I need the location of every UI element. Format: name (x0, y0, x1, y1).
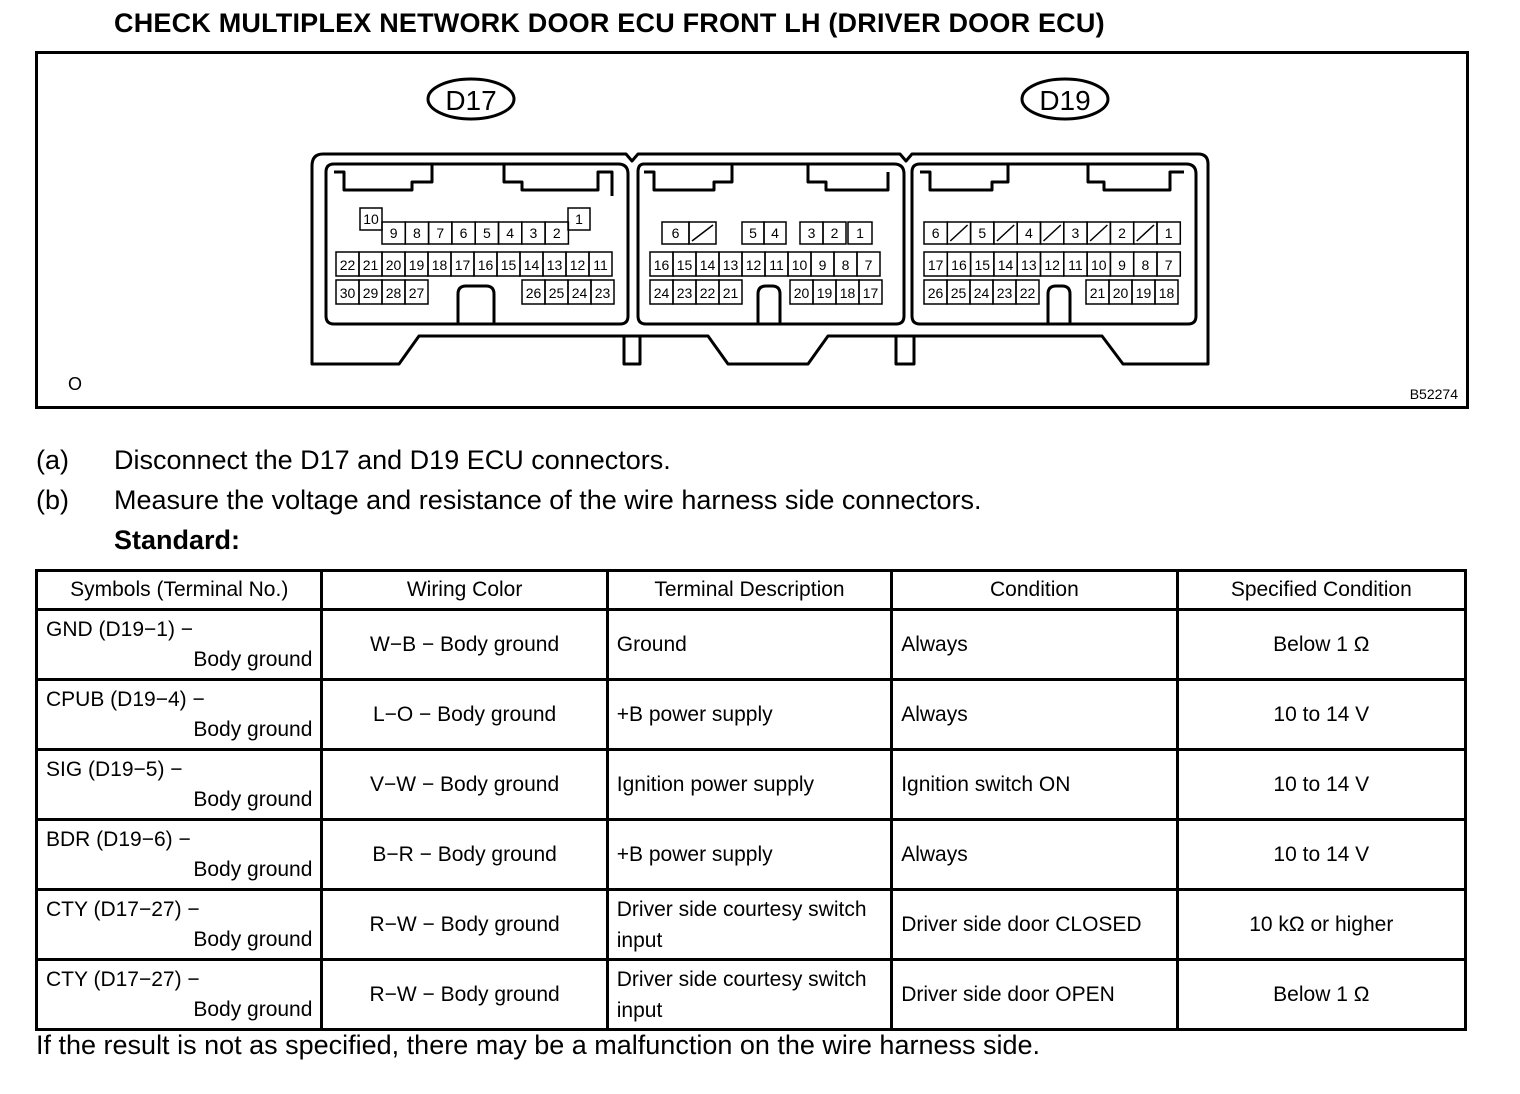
pin-number: 12 (569, 257, 586, 273)
d17-key-notch (458, 286, 494, 324)
pin-number: 6 (459, 225, 468, 241)
cell-condition: Ignition switch ON (892, 750, 1177, 820)
page-title: CHECK MULTIPLEX NETWORK DOOR ECU FRONT LH (DRIVER DOOR ECU) (114, 8, 1105, 38)
pin-number: 12 (745, 257, 762, 273)
pin-number: 22 (339, 257, 356, 273)
table-row (37, 960, 1466, 1030)
d17-latch-profile (334, 164, 612, 196)
symbol-terminal: CPUB (D19−4) − (46, 687, 205, 711)
cell-condition: Always (892, 680, 1177, 750)
pin-number: 23 (996, 285, 1013, 301)
pin-number: 6 (931, 225, 940, 241)
empty-pin-slash (1044, 225, 1061, 241)
header-wiring-color: Wiring Color (322, 571, 607, 610)
pin-number: 4 (771, 225, 779, 241)
cell-wiring-color: W−B − Body ground (322, 610, 607, 680)
pin-number: 28 (385, 285, 402, 301)
pin-number: 2 (1118, 225, 1126, 241)
symbol-terminal: CTY (D17−27) − (46, 897, 200, 921)
pin-number: 19 (1135, 285, 1152, 301)
pin-number: 18 (1158, 285, 1175, 301)
symbol-terminal: GND (D19−1) − (46, 617, 194, 641)
pin-number: 17 (862, 285, 879, 301)
symbol-terminal: BDR (D19−6) − (46, 827, 191, 851)
symbol-ground: Body ground (193, 927, 313, 951)
specification-table (35, 569, 1467, 1031)
pin-number: 30 (339, 285, 356, 301)
symbol-terminal: SIG (D19−5) − (46, 757, 183, 781)
pin-number: 11 (593, 257, 608, 273)
pin-number: 7 (436, 225, 445, 241)
d17-label: D17 (445, 85, 497, 116)
pin-number: 8 (841, 257, 850, 273)
figure-code: B52274 (1409, 386, 1458, 402)
right-lock-tab (896, 336, 914, 364)
pin-number: 17 (454, 257, 471, 273)
step-label: (b) (36, 485, 69, 515)
pin-number: 12 (1044, 257, 1060, 273)
pin-number: 14 (997, 257, 1014, 273)
pin-number: 19 (408, 257, 425, 273)
step-text: Measure the voltage and resistance of the wire harness side connectors. (114, 485, 982, 515)
pin-number: 14 (699, 257, 716, 273)
empty-pin-slash (1137, 225, 1154, 241)
cell-symbol (37, 680, 322, 750)
pin-number: 11 (1068, 257, 1083, 273)
cell-specified-condition: 10 to 14 V (1177, 820, 1465, 890)
pin-number: 2 (552, 225, 561, 241)
pin-number: 20 (385, 257, 402, 273)
pin-number: 17 (927, 257, 944, 273)
cell-terminal-description: Driver side courtesy switch input (607, 960, 891, 1030)
pin-number: 24 (571, 285, 588, 301)
pin-number: 21 (362, 257, 379, 273)
empty-pin-slash (997, 225, 1014, 241)
mid-latch-profile (644, 164, 888, 190)
pin-number: 25 (950, 285, 967, 301)
cell-specified-condition: Below 1 Ω (1177, 610, 1465, 680)
pin-number: 14 (523, 257, 540, 273)
d19-label: D19 (1039, 85, 1091, 116)
step-label: (a) (36, 445, 69, 475)
pin-number: 10 (1090, 257, 1107, 273)
pin-number: 13 (1021, 257, 1037, 273)
pin-number: 16 (653, 257, 670, 273)
pin-number: 1 (856, 225, 864, 241)
pin-number: 9 (818, 257, 827, 273)
pin-number: 20 (1112, 285, 1129, 301)
cell-symbol (37, 750, 322, 820)
pin-number: 22 (1019, 285, 1036, 301)
cell-symbol (37, 610, 322, 680)
pin-number: 8 (413, 225, 421, 241)
pin-number: 23 (676, 285, 693, 301)
step-text: Disconnect the D17 and D19 ECU connectors. (114, 445, 671, 475)
cell-specified-condition: 10 to 14 V (1177, 750, 1465, 820)
pin-number: 18 (431, 257, 448, 273)
cell-condition: Always (892, 820, 1177, 890)
table-row (37, 680, 1466, 750)
pin-number: 24 (973, 285, 990, 301)
pin-number: 10 (363, 211, 379, 227)
cell-terminal-description: Ground (607, 610, 891, 680)
symbol-ground: Body ground (193, 717, 313, 741)
pin-number: 13 (722, 257, 739, 273)
cell-wiring-color: B−R − Body ground (322, 820, 607, 890)
cell-specified-condition: Below 1 Ω (1177, 960, 1465, 1030)
pin-number: 15 (676, 257, 693, 273)
d19-latch-profile (920, 164, 1184, 190)
table-row (37, 890, 1466, 960)
symbol-ground: Body ground (193, 647, 313, 671)
header-specified-condition: Specified Condition (1177, 571, 1465, 610)
corner-mark: O (68, 374, 83, 394)
d19-key-notch (1048, 286, 1070, 324)
pin-number: 19 (816, 285, 833, 301)
pin-number: 6 (671, 225, 680, 241)
pin-number: 25 (548, 285, 565, 301)
pin-number: 4 (1024, 225, 1033, 241)
cell-condition: Driver side door OPEN (892, 960, 1177, 1030)
empty-pin-slash (692, 225, 713, 241)
pin-number: 3 (1071, 225, 1080, 241)
pin-number: 20 (793, 285, 810, 301)
left-lock-tab (624, 336, 640, 364)
pin-number: 27 (408, 285, 425, 301)
cell-specified-condition: 10 to 14 V (1177, 680, 1465, 750)
pin-number: 7 (864, 257, 873, 273)
table-row (37, 750, 1466, 820)
table-row (37, 610, 1466, 680)
pin-number: 15 (974, 257, 991, 273)
cell-symbol (37, 890, 322, 960)
pin-number: 8 (1141, 257, 1150, 273)
pin-number: 13 (546, 257, 563, 273)
pin-number: 26 (927, 285, 944, 301)
pin-number: 9 (389, 225, 398, 241)
symbol-ground: Body ground (193, 857, 313, 881)
pin-number: 29 (362, 285, 379, 301)
cell-specified-condition: 10 kΩ or higher (1177, 890, 1465, 960)
cell-condition: Driver side door CLOSED (892, 890, 1177, 960)
connector-diagram (38, 54, 1466, 406)
pin-number: 1 (575, 211, 583, 227)
cell-condition: Always (892, 610, 1177, 680)
table-header-row (37, 571, 1466, 610)
footer-note: If the result is not as specified, there may be a malfunction on the wire harness side. (36, 1030, 1041, 1060)
pin-number: 5 (749, 225, 757, 241)
pin-number: 4 (506, 225, 515, 241)
pin-number: 5 (978, 225, 987, 241)
pin-number: 11 (769, 257, 784, 273)
pin-number: 3 (807, 225, 816, 241)
pin-number: 9 (1118, 257, 1126, 273)
pin-number: 21 (722, 285, 739, 301)
pin-number: 18 (839, 285, 856, 301)
pin-number: 3 (529, 225, 538, 241)
symbol-terminal: CTY (D17−27) − (46, 967, 200, 991)
empty-pin-slash (950, 225, 967, 241)
pin-number: 15 (500, 257, 517, 273)
pin-number: 10 (791, 257, 808, 273)
header-symbols: Symbols (Terminal No.) (37, 571, 322, 610)
pin-number: 7 (1164, 257, 1173, 273)
cell-wiring-color: L−O − Body ground (322, 680, 607, 750)
pin-number: 2 (830, 225, 839, 241)
pin-number: 24 (653, 285, 670, 301)
cell-symbol (37, 820, 322, 890)
cell-terminal-description: Driver side courtesy switch input (607, 890, 891, 960)
cell-terminal-description: Ignition power supply (607, 750, 891, 820)
pin-number: 23 (594, 285, 611, 301)
pin-number: 22 (699, 285, 716, 301)
header-condition: Condition (892, 571, 1177, 610)
header-terminal-description: Terminal Description (607, 571, 891, 610)
cell-wiring-color: R−W − Body ground (322, 890, 607, 960)
cell-symbol (37, 960, 322, 1030)
pin-number: 1 (1164, 225, 1173, 241)
pin-number: 16 (477, 257, 494, 273)
cell-wiring-color: R−W − Body ground (322, 960, 607, 1030)
connector-figure (35, 51, 1469, 409)
table-row (37, 820, 1466, 890)
pin-number: 26 (525, 285, 542, 301)
standard-label: Standard: (114, 525, 241, 555)
cell-wiring-color: V−W − Body ground (322, 750, 607, 820)
pin-number: 21 (1089, 285, 1106, 301)
symbol-ground: Body ground (193, 787, 313, 811)
symbol-ground: Body ground (193, 997, 313, 1021)
pin-number: 5 (482, 225, 491, 241)
empty-pin-slash (1090, 225, 1107, 241)
cell-terminal-description: +B power supply (607, 680, 891, 750)
cell-terminal-description: +B power supply (607, 820, 891, 890)
mid-key-notch (758, 286, 780, 324)
pin-number: 16 (951, 257, 967, 273)
